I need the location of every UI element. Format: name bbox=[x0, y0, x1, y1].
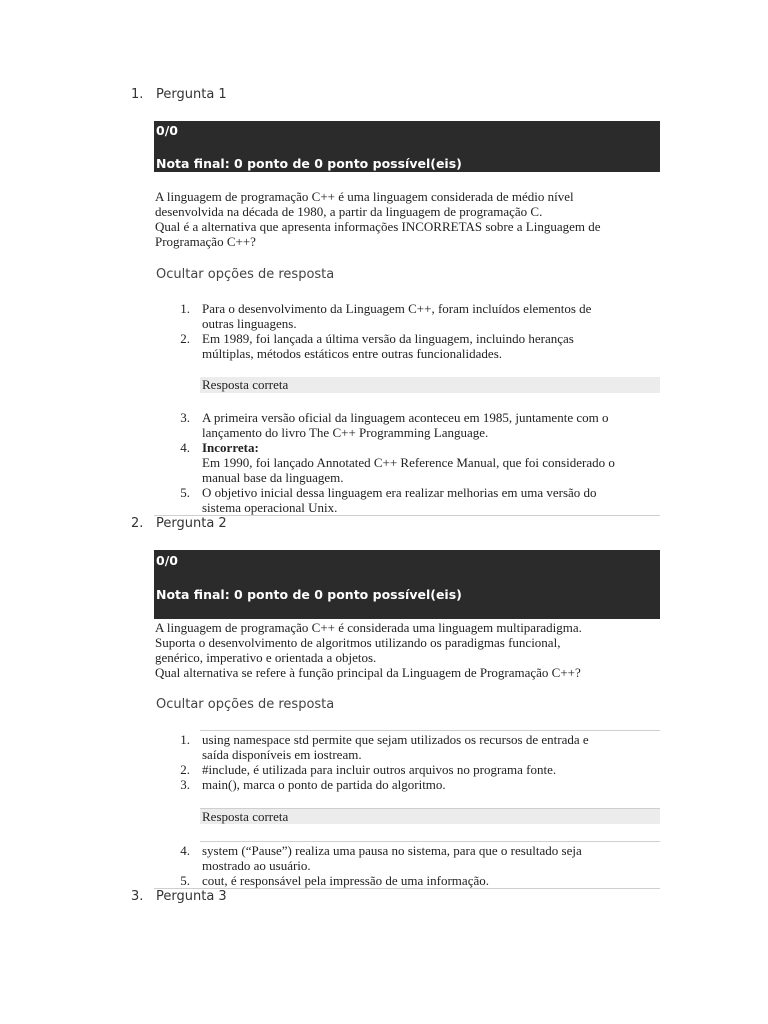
option-line: Em 1990, foi lançado Annotated C++ Reference Manual, que foi considerado o bbox=[202, 455, 615, 470]
question-text-line: desenvolvida na década de 1980, a partir da linguagem de programação C. bbox=[155, 204, 543, 219]
answer-option-4 bbox=[202, 843, 662, 873]
score-value: 0/0 bbox=[156, 123, 178, 138]
incorrect-label: Incorreta: bbox=[202, 440, 259, 455]
question-title[interactable]: Pergunta 2 bbox=[156, 516, 227, 531]
option-line: sistema operacional Unix. bbox=[202, 500, 338, 515]
divider bbox=[154, 515, 660, 516]
option-line: saída disponíveis em iostream. bbox=[202, 747, 362, 762]
option-line: system (“Pause”) realiza uma pausa no sistema, para que o resultado seja bbox=[202, 843, 582, 858]
option-number: 5. bbox=[180, 873, 190, 888]
option-line: main(), marca o ponto de partida do algoritmo. bbox=[202, 777, 446, 792]
question-text-line: Qual é a alternativa que apresenta informações INCORRETAS sobre a Linguagem de bbox=[155, 219, 601, 234]
option-number: 3. bbox=[180, 410, 190, 425]
answer-option-2 bbox=[202, 331, 662, 361]
option-number: 1. bbox=[180, 301, 190, 316]
divider bbox=[154, 888, 660, 889]
option-number: 2. bbox=[180, 762, 190, 777]
option-line: A primeira versão oficial da linguagem aconteceu em 1985, juntamente com o bbox=[202, 410, 609, 425]
option-line: outras linguagens. bbox=[202, 316, 297, 331]
question-number: 1. bbox=[131, 87, 144, 102]
answer-option-3 bbox=[202, 777, 662, 792]
question-text bbox=[155, 620, 660, 680]
question-title[interactable]: Pergunta 1 bbox=[156, 87, 227, 102]
answer-option-3 bbox=[202, 410, 662, 440]
option-line: O objetivo inicial dessa linguagem era realizar melhorias em uma versão do bbox=[202, 485, 597, 500]
final-grade: Nota final: 0 ponto de 0 ponto possível(eis) bbox=[156, 156, 462, 171]
toggle-answer-options-link[interactable]: Ocultar opções de resposta bbox=[156, 697, 335, 712]
option-line: múltiplas, métodos estáticos entre outras funcionalidades. bbox=[202, 346, 503, 361]
option-line: cout, é responsável pela impressão de uma informação. bbox=[202, 873, 489, 888]
option-number: 5. bbox=[180, 485, 190, 500]
toggle-answer-options-link[interactable]: Ocultar opções de resposta bbox=[156, 267, 335, 282]
answer-option-5 bbox=[202, 873, 662, 888]
option-number: 4. bbox=[180, 440, 190, 455]
question-text-line: genérico, imperativo e orientada a objetos. bbox=[155, 650, 377, 665]
option-number: 2. bbox=[180, 331, 190, 346]
option-number: 4. bbox=[180, 843, 190, 858]
question-title[interactable]: Pergunta 3 bbox=[156, 889, 227, 904]
option-line: manual base da linguagem. bbox=[202, 470, 344, 485]
question-text bbox=[155, 189, 660, 249]
grade-box bbox=[154, 550, 660, 619]
final-grade: Nota final: 0 ponto de 0 ponto possível(eis) bbox=[156, 587, 462, 602]
option-line: #include, é utilizada para incluir outros arquivos no programa fonte. bbox=[202, 762, 557, 777]
divider bbox=[200, 841, 660, 842]
question-text-line: Qual alternativa se refere à função principal da Linguagem de Programação C++? bbox=[155, 665, 581, 680]
correct-answer-label: Resposta correta bbox=[200, 809, 660, 824]
question-text-line: Suporta o desenvolvimento de algoritmos utilizando os paradigmas funcional, bbox=[155, 635, 561, 650]
option-line: Em 1989, foi lançada a última versão da linguagem, incluindo heranças bbox=[202, 331, 574, 346]
option-line: mostrado ao usuário. bbox=[202, 858, 311, 873]
divider bbox=[200, 730, 660, 731]
question-text-line: A linguagem de programação C++ é uma linguagem considerada de médio nível bbox=[155, 189, 574, 204]
answer-option-1 bbox=[202, 732, 662, 762]
question-number: 2. bbox=[131, 516, 144, 531]
grade-box bbox=[154, 121, 660, 172]
option-line: lançamento do livro The C++ Programming Language. bbox=[202, 425, 489, 440]
question-text-line: A linguagem de programação C++ é considerada uma linguagem multiparadigma. bbox=[155, 620, 582, 635]
option-line: using namespace std permite que sejam utilizados os recursos de entrada e bbox=[202, 732, 589, 747]
question-number: 3. bbox=[131, 889, 144, 904]
question-text-line: Programação C++? bbox=[155, 234, 256, 249]
answer-option-4 bbox=[202, 440, 662, 485]
option-number: 3. bbox=[180, 777, 190, 792]
correct-answer-label: Resposta correta bbox=[200, 377, 660, 393]
option-number: 1. bbox=[180, 732, 190, 747]
option-line: Para o desenvolvimento da Linguagem C++, foram incluídos elementos de bbox=[202, 301, 592, 316]
answer-option-2 bbox=[202, 762, 662, 777]
score-value: 0/0 bbox=[156, 553, 178, 568]
answer-option-5 bbox=[202, 485, 662, 515]
answer-option-1 bbox=[202, 301, 662, 331]
